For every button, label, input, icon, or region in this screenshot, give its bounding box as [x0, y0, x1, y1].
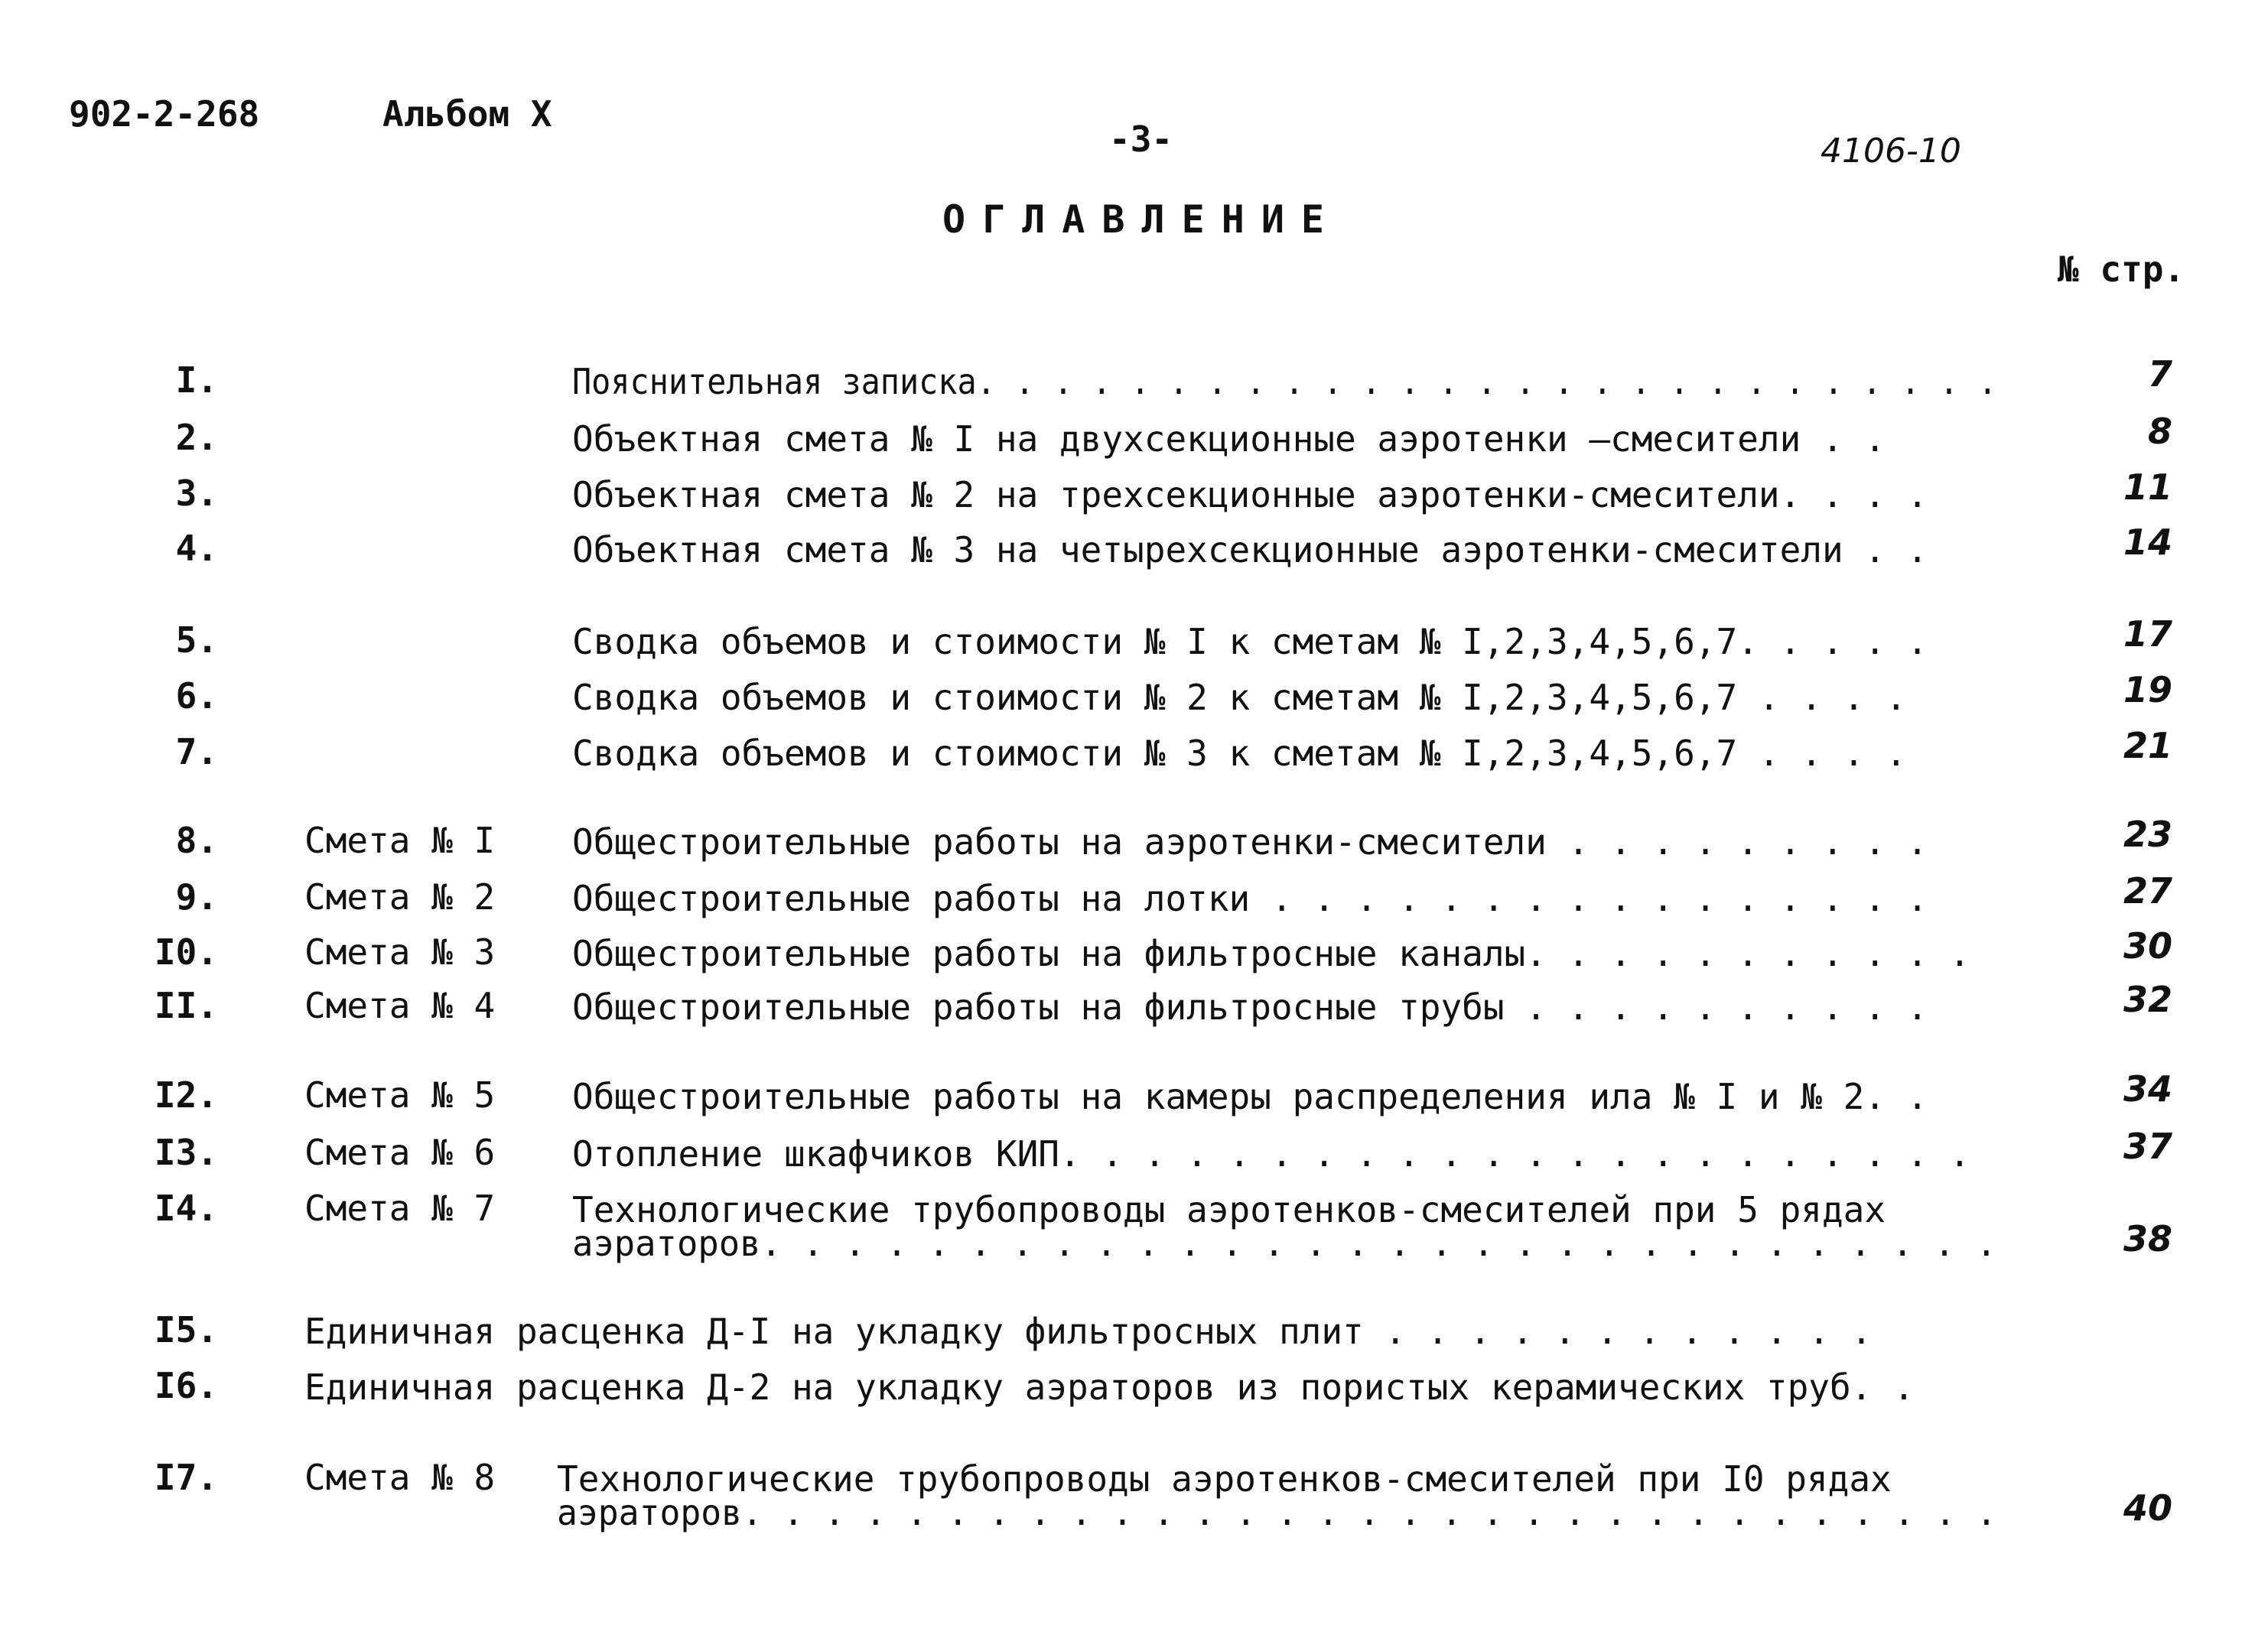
entry-page-number: 19: [2123, 669, 2172, 710]
toc-title: ОГЛАВЛЕНИЕ: [942, 197, 1342, 242]
entry-title: Единичная расценка Д-I на укладку фильтросных плит . . . . . . . . . . . .: [304, 1311, 1873, 1352]
entry-title: Пояснительная записка. . . . . . . . . . . . . . . . . . . . . . . . . . .: [572, 361, 1997, 402]
entry-title: Отопление шкафчиков КИП. . . . . . . . . . . . . . . . . . . . . .: [572, 1133, 1970, 1175]
entry-title: Объектная смета № 3 на четырехсекционные аэротенки-смесители . .: [572, 529, 1928, 570]
entry-title: Общестроительные работы на фильтросные трубы . . . . . . . . . .: [572, 986, 1928, 1028]
entry-number: 8.: [175, 820, 218, 861]
handwritten-reference: 4106-10: [1821, 132, 1961, 171]
entry-page-number: 37: [2123, 1126, 2172, 1167]
entry-title-continuation: аэраторов. . . . . . . . . . . . . . . . . . . . . . . . . . . . . . .: [557, 1492, 1997, 1533]
entry-page-number: 8: [2147, 411, 2172, 452]
entry-number: II.: [154, 985, 218, 1026]
entry-number: 6.: [175, 675, 218, 717]
page-number: -3-: [1109, 119, 1173, 160]
entry-estimate-label: Смета № 3: [304, 931, 496, 973]
entry-title: Объектная смета № I на двухсекционные аэротенки –смесители . .: [572, 418, 1886, 460]
entry-title: Технологические трубопроводы аэротенков-смесителей при 5 рядах: [572, 1189, 1886, 1230]
entry-page-number: 21: [2123, 725, 2172, 766]
entry-title-continuation: аэраторов. . . . . . . . . . . . . . . . . . . . . . . . . . . . . .: [572, 1223, 1997, 1264]
entry-estimate-label: Смета № 2: [304, 876, 496, 918]
entry-title: Общестроительные работы на камеры распределения ила № I и № 2. .: [572, 1076, 1928, 1117]
entry-number: I7.: [154, 1457, 218, 1498]
entry-page-number: 23: [2123, 814, 2172, 855]
entry-page-number: 14: [2123, 522, 2172, 563]
entry-number: I.: [175, 359, 218, 401]
project-code: 902-2-268: [69, 93, 260, 135]
entry-title: Технологические трубопроводы аэротенков-смесителей при I0 рядах: [557, 1458, 1892, 1500]
entry-page-number: 30: [2123, 925, 2172, 967]
entry-title: Общестроительные работы на фильтросные каналы. . . . . . . . . . .: [572, 933, 1970, 974]
entry-number: 3.: [175, 473, 218, 514]
entry-number: 5.: [175, 619, 218, 661]
entry-title: Сводка объемов и стоимости № I к сметам № I,2,3,4,5,6,7. . . . .: [572, 621, 1928, 662]
entry-estimate-label: Смета № 8: [304, 1457, 496, 1498]
entry-page-number: 27: [2123, 870, 2172, 912]
entry-page-number: 38: [2123, 1218, 2172, 1259]
entry-estimate-label: Смета № 6: [304, 1132, 496, 1173]
entry-estimate-label: Смета № 7: [304, 1188, 496, 1229]
entry-title: Сводка объемов и стоимости № 3 к сметам № I,2,3,4,5,6,7 . . . .: [572, 733, 1907, 774]
entry-title: Общестроительные работы на лотки . . . . . . . . . . . . . . . .: [572, 878, 1928, 919]
entry-title: Объектная смета № 2 на трехсекционные аэротенки-смесители. . . .: [572, 474, 1928, 515]
entry-number: I0.: [154, 931, 218, 973]
entry-title: Общестроительные работы на аэротенки-смесители . . . . . . . . .: [572, 821, 1928, 863]
entry-estimate-label: Смета № 4: [304, 985, 496, 1026]
entry-number: I4.: [154, 1188, 218, 1229]
entry-number: 4.: [175, 528, 218, 569]
entry-page-number: 34: [2123, 1068, 2172, 1110]
entry-page-number: 11: [2123, 466, 2172, 508]
entry-estimate-label: Смета № 5: [304, 1074, 496, 1116]
entry-page-number: 7: [2147, 353, 2172, 395]
entry-title: Единичная расценка Д-2 на укладку аэраторов из пористых керамических труб. .: [304, 1367, 1915, 1408]
page-column-label: № стр.: [2058, 249, 2185, 290]
entry-page-number: 40: [2123, 1487, 2172, 1529]
album-label: Альбом X: [382, 93, 552, 135]
entry-page-number: 17: [2123, 613, 2172, 655]
entry-title: Сводка объемов и стоимости № 2 к сметам № I,2,3,4,5,6,7 . . . .: [572, 677, 1907, 718]
entry-number: I5.: [154, 1309, 218, 1350]
entry-number: 2.: [175, 417, 218, 458]
entry-number: I3.: [154, 1132, 218, 1173]
entry-estimate-label: Смета № I: [304, 820, 496, 861]
entry-number: I2.: [154, 1074, 218, 1116]
entry-number: I6.: [154, 1365, 218, 1406]
entry-number: 7.: [175, 731, 218, 772]
entry-number: 9.: [175, 876, 218, 918]
entry-page-number: 32: [2123, 979, 2172, 1020]
